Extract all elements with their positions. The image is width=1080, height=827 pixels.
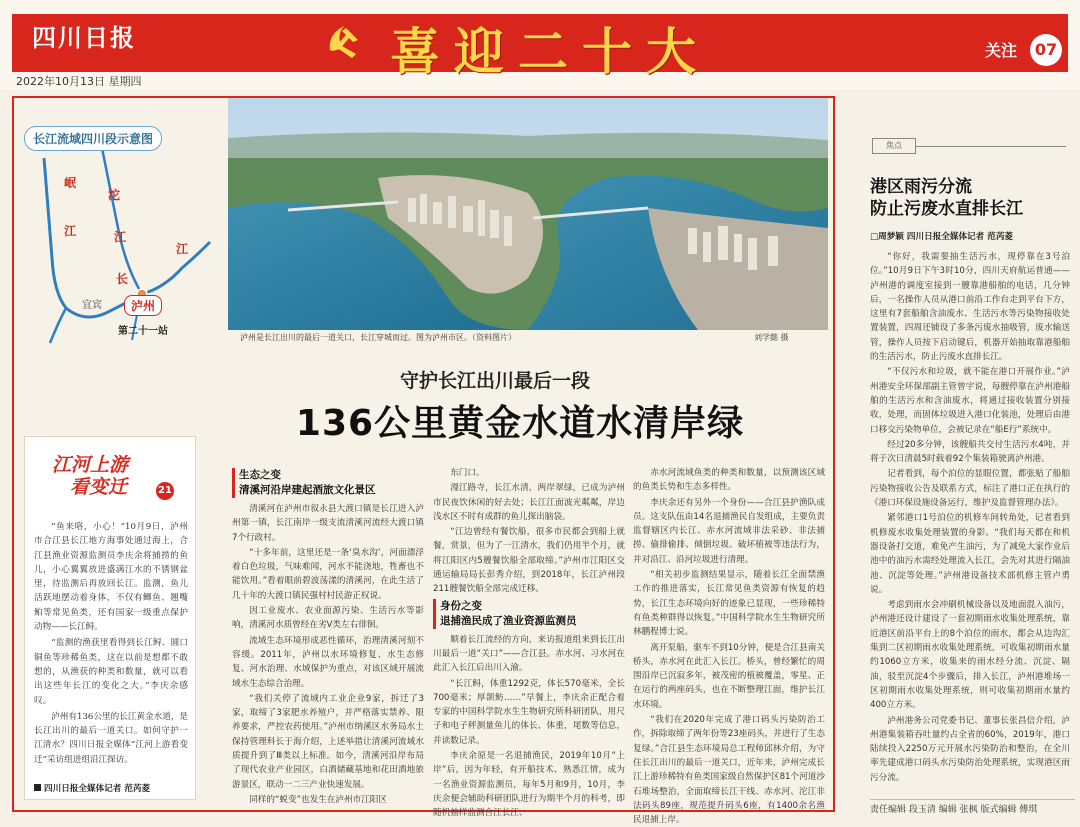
article-headline[interactable]: 136公里黄金水道水清岸绿	[295, 403, 745, 444]
side-article-body	[870, 250, 1070, 798]
page-number-badge: 07	[1030, 34, 1062, 66]
city-photo[interactable]	[228, 98, 828, 330]
paragraph: 顺着长江流经的方向，来访报道组来到长江出川最后一道“关口”——合江县。赤水河、习水河在此汇入长江后出川入渝。	[433, 634, 625, 674]
river-label: 江	[114, 230, 127, 244]
paragraph: “鱼来咯，小心！”10月9日，泸州市合江县长江地方海事处通过海上，合江县渔业资源监测员李庆余将捕捞的鱼儿，小心翼翼放进盛满江水的不锈钢盆里，待监测后再放回长江。监测，鱼儿活跃地摆动着身体，不仅有鲫鱼、翘嘴鲌等常见鱼类，还有国家一级重点保护动物——长江鲟。	[34, 522, 188, 633]
map-title: 长江流域四川段示意图	[24, 126, 162, 151]
subhead	[232, 468, 424, 498]
river-label: 岷	[64, 176, 77, 190]
paragraph: 泸州有136公里的长江黄金水道，是长江出川的最后一道关口。如何守护一江清水？四川日报全媒体“江河上游看变迁”采访组进组沿江探访。	[34, 711, 188, 765]
paragraph: 同样的“蜕变”也发生在泸州市江阳区	[249, 794, 387, 805]
party-emblem-icon	[322, 20, 364, 62]
paragraph: “我们在2020年完成了港口码头污染防治工作，拆除取缔了两年份等23座码头，并进行了生态复绿。”合江县生态环境局总工程师邱林介绍，为守住长江出川的最后一道关口，近年来，泸州完成长江上游珍稀特有鱼类国家级自然保护区81个河道沙石堆场整治，全面取缔长江干线、赤水河、沱江非法码头89座，规范提升码头6座，有1400余名渔民退捕上岸。	[633, 715, 825, 826]
river-label: 长	[116, 272, 129, 286]
paragraph: 因工业废水、农业面源污染、生活污水等影响，清溪河水质曾经在劣V类左右徘徊。	[232, 606, 424, 631]
side-article-headline[interactable]: 港区雨污分流 防止污废水直排长江	[870, 177, 1023, 219]
article-column-2	[433, 466, 625, 819]
sidebar-body	[34, 520, 188, 769]
divider	[916, 146, 1066, 147]
series-title-line2: 看变迁	[70, 476, 128, 498]
river-label: 江	[64, 224, 77, 238]
focus-tag: 焦点	[872, 138, 916, 154]
paragraph: “长江鲟，体重1292克，体长570毫米，全长700毫米；厚颌鲂……”早餐上，李庆余正配合着专家的中国科学院水生生物研究所科研团队，用尺子和电子秤测量鱼儿的体长、体重，尾数等信息，并读数记录。	[433, 678, 625, 746]
masthead	[0, 0, 1080, 90]
article-kicker: 守护长江出川最后一段	[399, 370, 590, 392]
subhead	[433, 599, 625, 629]
paragraph: 流域生态环境形成恶性循环，治理清溪河刻不容缓。2011年，泸州以水环境修复、水生态修复、河水治理、水域保护为重点，对该区域开展流域水生态综合治理。	[232, 635, 424, 689]
article-column-3	[633, 466, 825, 826]
subhead-line: 生态之变	[239, 469, 281, 481]
paragraph: “不仅污水和垃圾，就不能在港口开展作业。”泸州港安全环保部副主管曾宇说，每艘停靠在泸州港船舶的生活污水和含油废水，将通过接收装置分别接收，处理，而固体垃圾进入港口化装池，处理后由港口移交污染物单位，会被记录在“船E行”系统中。	[870, 367, 1070, 435]
paragraph: 考虑到雨水会冲刷机械设备以及地面混入油污，泸州港还设计建设了一套初期雨水收集处理系统，靠近港区前沿平台上的8个泊位的雨水，都会从边沟汇集到二区初期雨水收集处理系统，可收集初期雨水量约1060立方米，收集来的雨水经分流、沉淀、隔油，驳至沉淀4个步骤后，排入长江，泸州港堆场一区初期雨水收集处理系统，则可收集初期雨水量约400立方米。	[870, 600, 1070, 711]
photo-caption: 泸州是长江出川的最后一道关口，长江穿城而过。图为泸州市区。（资料图片）	[240, 333, 516, 342]
subhead-line: 身份之变	[440, 599, 482, 612]
paragraph: 经过20多分钟，该艘船共交付生活污水4吨，并将于次日清晨5时载着92个集装箱驶离泸州港。	[870, 439, 1070, 465]
series-title-line1: 江河上游	[52, 454, 129, 476]
article-column-1	[232, 466, 424, 808]
section-label[interactable]: 关注	[985, 41, 1018, 60]
side-article-byline: □周梦颖 四川日报全媒体记者 范芮菱	[870, 232, 1014, 242]
city-label-yibin: 宜宾	[82, 300, 102, 311]
paragraph: “监测的渔获里看得到长江鲟、圆口铜鱼等珍稀鱼类，这在以前是想都不敢想的，从渔获的种类和数量，就可以看出这些年长江的变化之大。”李庆余感叹。	[34, 638, 188, 706]
city-label-luzhou: 泸州	[124, 295, 162, 316]
paragraph: 记者看到，每个泊位的显眼位置，都张贴了船舶污染物接收公告及联系方式，标注了港口正在执行的《港口环保设施设备运行，维护及监督管理办法》。	[870, 469, 1070, 509]
paragraph: “江边曾经有餐饮船，很多市民都会到船上就餐，赏景，但为了一江清水，我们仍用半个月，就将江阳区内5艘餐饮船全部取缔。”泸州市江阳区交通运输局局长彭秀介绍，到2018年，长江泸州段211艘餐饮船全部完成迁移。	[433, 527, 625, 595]
paragraph: 李庆余原是一名退捕渔民，2019年10月“上岸”后，因为年轻，有开船技术、熟悉江情，成为一名渔业资源监测员，每年5月和9月，10月，李庆余便会辅助科研团队进行为期半个月的科考，即随机抽样监测合江长江、	[433, 751, 625, 819]
station-label: 第二十一站	[118, 326, 168, 337]
river-label: 沱	[108, 188, 121, 202]
newspaper-logo[interactable]: 四川日报	[32, 23, 136, 52]
paragraph: 赤水河流域鱼类的种类和数量，以预测该区域的鱼类长势和生态多样性。	[633, 468, 825, 493]
paragraph: 泸州港务公司党委书记、董事长张昌信介绍，泸州港集装箱吞吐量约占全省的60%，2019年，港口陆续投入2250万元开展水污染防治和整治，在全川率先建成港口码头水污染防治处理系统，实现港区雨污分流。	[870, 715, 1070, 783]
paragraph: “十多年前，这里还是一条‘臭水沟’，河面漂浮着白色垃圾，气味难闻，河水不能浇地，牲畜也不能饮用。”看着眼前碧波荡漾的清溪河，在此生活了几十年的大渡口镇民强村村民游正权说。	[232, 547, 424, 601]
paragraph: “相关初步监测结果显示，随着长江全面禁渔工作的推进落实，长江常见鱼类资源有恢复的趋势，长江生态环境向好的迹象已显现，一些珍稀特有鱼类种群得以恢复。”中国科学院水生生物研究所林鹏程博士说。	[633, 570, 825, 638]
sidebar-byline: 四川日报全媒体记者 范芮菱	[34, 782, 150, 794]
subhead-line: 清溪河沿岸建起酒旅文化景区	[239, 484, 376, 496]
paragraph: “我们关停了流域内工业企业9家，拆迁了3家，取缔了3家肥水养殖户，并严格落实禁养、限养要求，严控农药使用。”泸州市纳溪区水务局水土保持管理科长于海介绍，上述举措让清溪河流域水质提升到了Ⅲ类以上标准。如今，清溪河沿岸布局了现代农业产业园区，白酒储藏基地和花田酒地旅游景区，联动一二三产业快速发展。	[232, 693, 424, 790]
paragraph: 清溪河在泸州市叙永县大渡口镇是长江进入泸州第一镇，长江南岸一级支流清溪河流经大渡口镇7个行政村。	[232, 504, 424, 543]
banner-headline: 喜迎二十大	[390, 22, 710, 81]
issue-date: 2022年10月13日 星期四	[16, 75, 142, 88]
paragraph: 李庆余还有另外一个身份——合江县护渔队成员。这支队伍由14名退捕渔民自发组成，主要负责监督辖区内长江、赤水河流域非法采砂、非法捕捞、偷排偷排、倾倒垃圾、破坏植被等违法行为，并对沿江、沿河垃圾进行清理。	[633, 497, 825, 565]
paragraph: 离开泵船，驱车不到10分钟，便是合江县南关桥头，赤水河在此汇入长江。桥头，曾经繁忙的周围沿岸已沉寂多年，被茂密的植被覆盖，零星、正在运行的两座码头，也在不断整理江面，维护长江水环境。	[633, 642, 825, 710]
editor-credits: 责任编辑 段玉清 编辑 张枫 版式编辑 傅琪	[870, 799, 1075, 815]
paragraph: “你好，我需要抽生活污水，现停靠在3号泊位。”10月9日下午3时10分，四川天府航运普通——泸州港的调度室接到一艘靠港船舶的电话，几分钟后，一名操作人员从港口前沿工作台走到平台下方，这里有7套船舶含油废水、生活污水等污染物接收处置装置，四周还铺设了多条污废水抽吸管，废水输送管，操作人员按下启动键后，机器开始抽取靠港船舶的生活污水，防止污废水直排长江。	[870, 252, 1070, 363]
paragraph: 紧邻港口1号泊位的机修车间转角处，记者看到机修废水收集处理装置的身影。“我们每天都在和机器设备打交道，难免产生油污，为了减免大家作业后池中的油污水需经处理流入长江，会先对其进行隔油池、沉淀等处理。”泸州港设备技术部机修主管卢勇说。	[870, 513, 1070, 595]
paragraph: 漫江路寺，长江水清，两岸翠绿，已成为泸州市民夜饮休闲的好去处；长江江面波光粼粼，岸边浅水区不时有成群的鱼儿探出脑袋。	[433, 483, 625, 522]
subhead-line: 退捕渔民成了渔业资源监测员	[440, 614, 577, 627]
photo-credit: 刘学懿 摄	[754, 333, 789, 342]
paragraph: 东门口。	[450, 468, 485, 478]
river-label: 江	[176, 242, 189, 256]
series-number-badge: 21	[156, 482, 174, 500]
